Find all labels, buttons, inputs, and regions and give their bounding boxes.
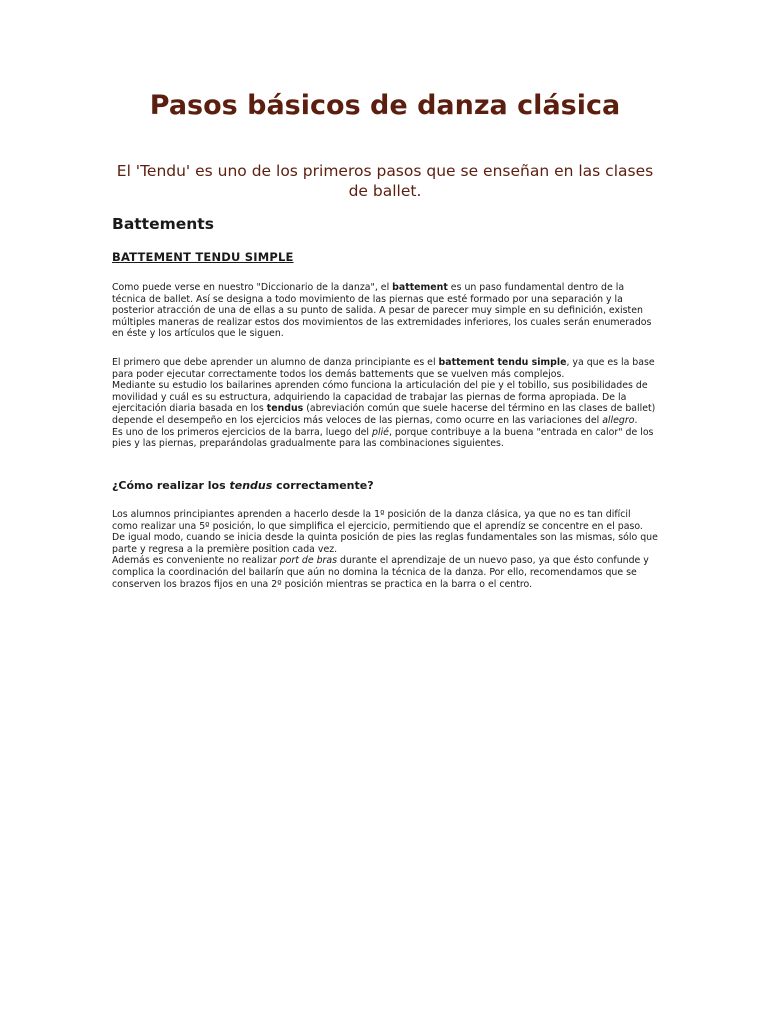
paragraph-how-to [112,509,658,590]
paragraph-text: , porque contribuye a la buena "entrada en calor" de los pies y las piernas, preparándolas gradualmente para las combinaciones siguientes. [112,426,654,450]
section-heading: Battements [112,215,214,233]
italic-term: plié [372,426,389,438]
heading-text: correctamente? [272,479,374,492]
paragraph-text: . [634,414,638,426]
italic-term: allegro [602,414,635,426]
italic-term: tendus [229,479,273,492]
paragraph-text: , ya que es la base para poder ejecutar correctamente todos los demás battements que se vuelven más complejos. [112,357,655,380]
page-subtitle: El 'Tendu' es uno de los primeros pasos que se enseñan en las clases de ballet. [116,162,654,200]
paragraph-tendu-simple [112,357,658,450]
paragraph-text: Además es conveniente no realizar [112,555,280,567]
bold-term: battement tendu simple [438,357,567,368]
bold-term: tendus [266,403,304,415]
paragraph-text: durante el aprendizaje de un nuevo paso, ya que ésto confunde y complica la coordinación del bailarín que aún no domina la técnica de la danza. Por ello, recomendamos que se conserven los brazos fijos en una 2º posición mientras se practica en la barra o el centro. [112,555,649,590]
paragraph-text: Es uno de los primeros ejercicios de la barra, luego del [112,426,373,438]
paragraph-text: (abreviación común que suele hacerse del término en las clases de ballet) depende el desempeño en los ejercicios más veloces de las piernas, como ocurre en las variaciones del [112,403,656,426]
paragraph-text: El primero que debe aprender un alumno de danza principiante es el [112,357,439,368]
subsection-heading: BATTEMENT TENDU SIMPLE [112,250,294,264]
paragraph-text: es un paso fundamental dentro de la técnica de ballet. Así se designa a todo movimiento de las piernas que esté formado por una separación y la posterior atracción de una de ellas a su punto de salida. A pesar de parecer muy simple en su definición, existen múltiples maneras de realizar estos dos movimientos de las extremidades inferiores, los cuales serán enumerados en éste y los artículos que le siguen. [112,282,652,340]
question-heading [112,478,374,493]
page-title: Pasos básicos de danza clásica [149,90,621,121]
italic-term: port de bras [279,555,338,567]
paragraph-intro [112,282,658,340]
heading-text: ¿Cómo realizar los [112,479,230,492]
paragraph-text: Mediante su estudio los bailarines aprenden cómo funciona la articulación del pie y el tobillo, sus posibilidades de movilidad y cuál es su estructura, adquiriendo la capacidad de trabajar las piernas de forma apropiada. De la ejercitación diaria basada en los [112,380,648,415]
paragraph-text: Los alumnos principiantes aprenden a hacerlo desde la 1º posición de la danza clásica, ya que no es tan difícil como realizar una 5º posición, lo que simplifica el ejercicio, permitiendo que el aprendíz se concentre en el paso. De igual modo, cuando se inicia desde la quinta posición de pies las reglas fundamentales son las mismas, sólo que parte y regresa a la première position cada vez. [112,509,658,555]
paragraph-text: Como puede verse en nuestro "Diccionario de la danza", el [112,282,393,293]
bold-term: battement [392,282,448,293]
